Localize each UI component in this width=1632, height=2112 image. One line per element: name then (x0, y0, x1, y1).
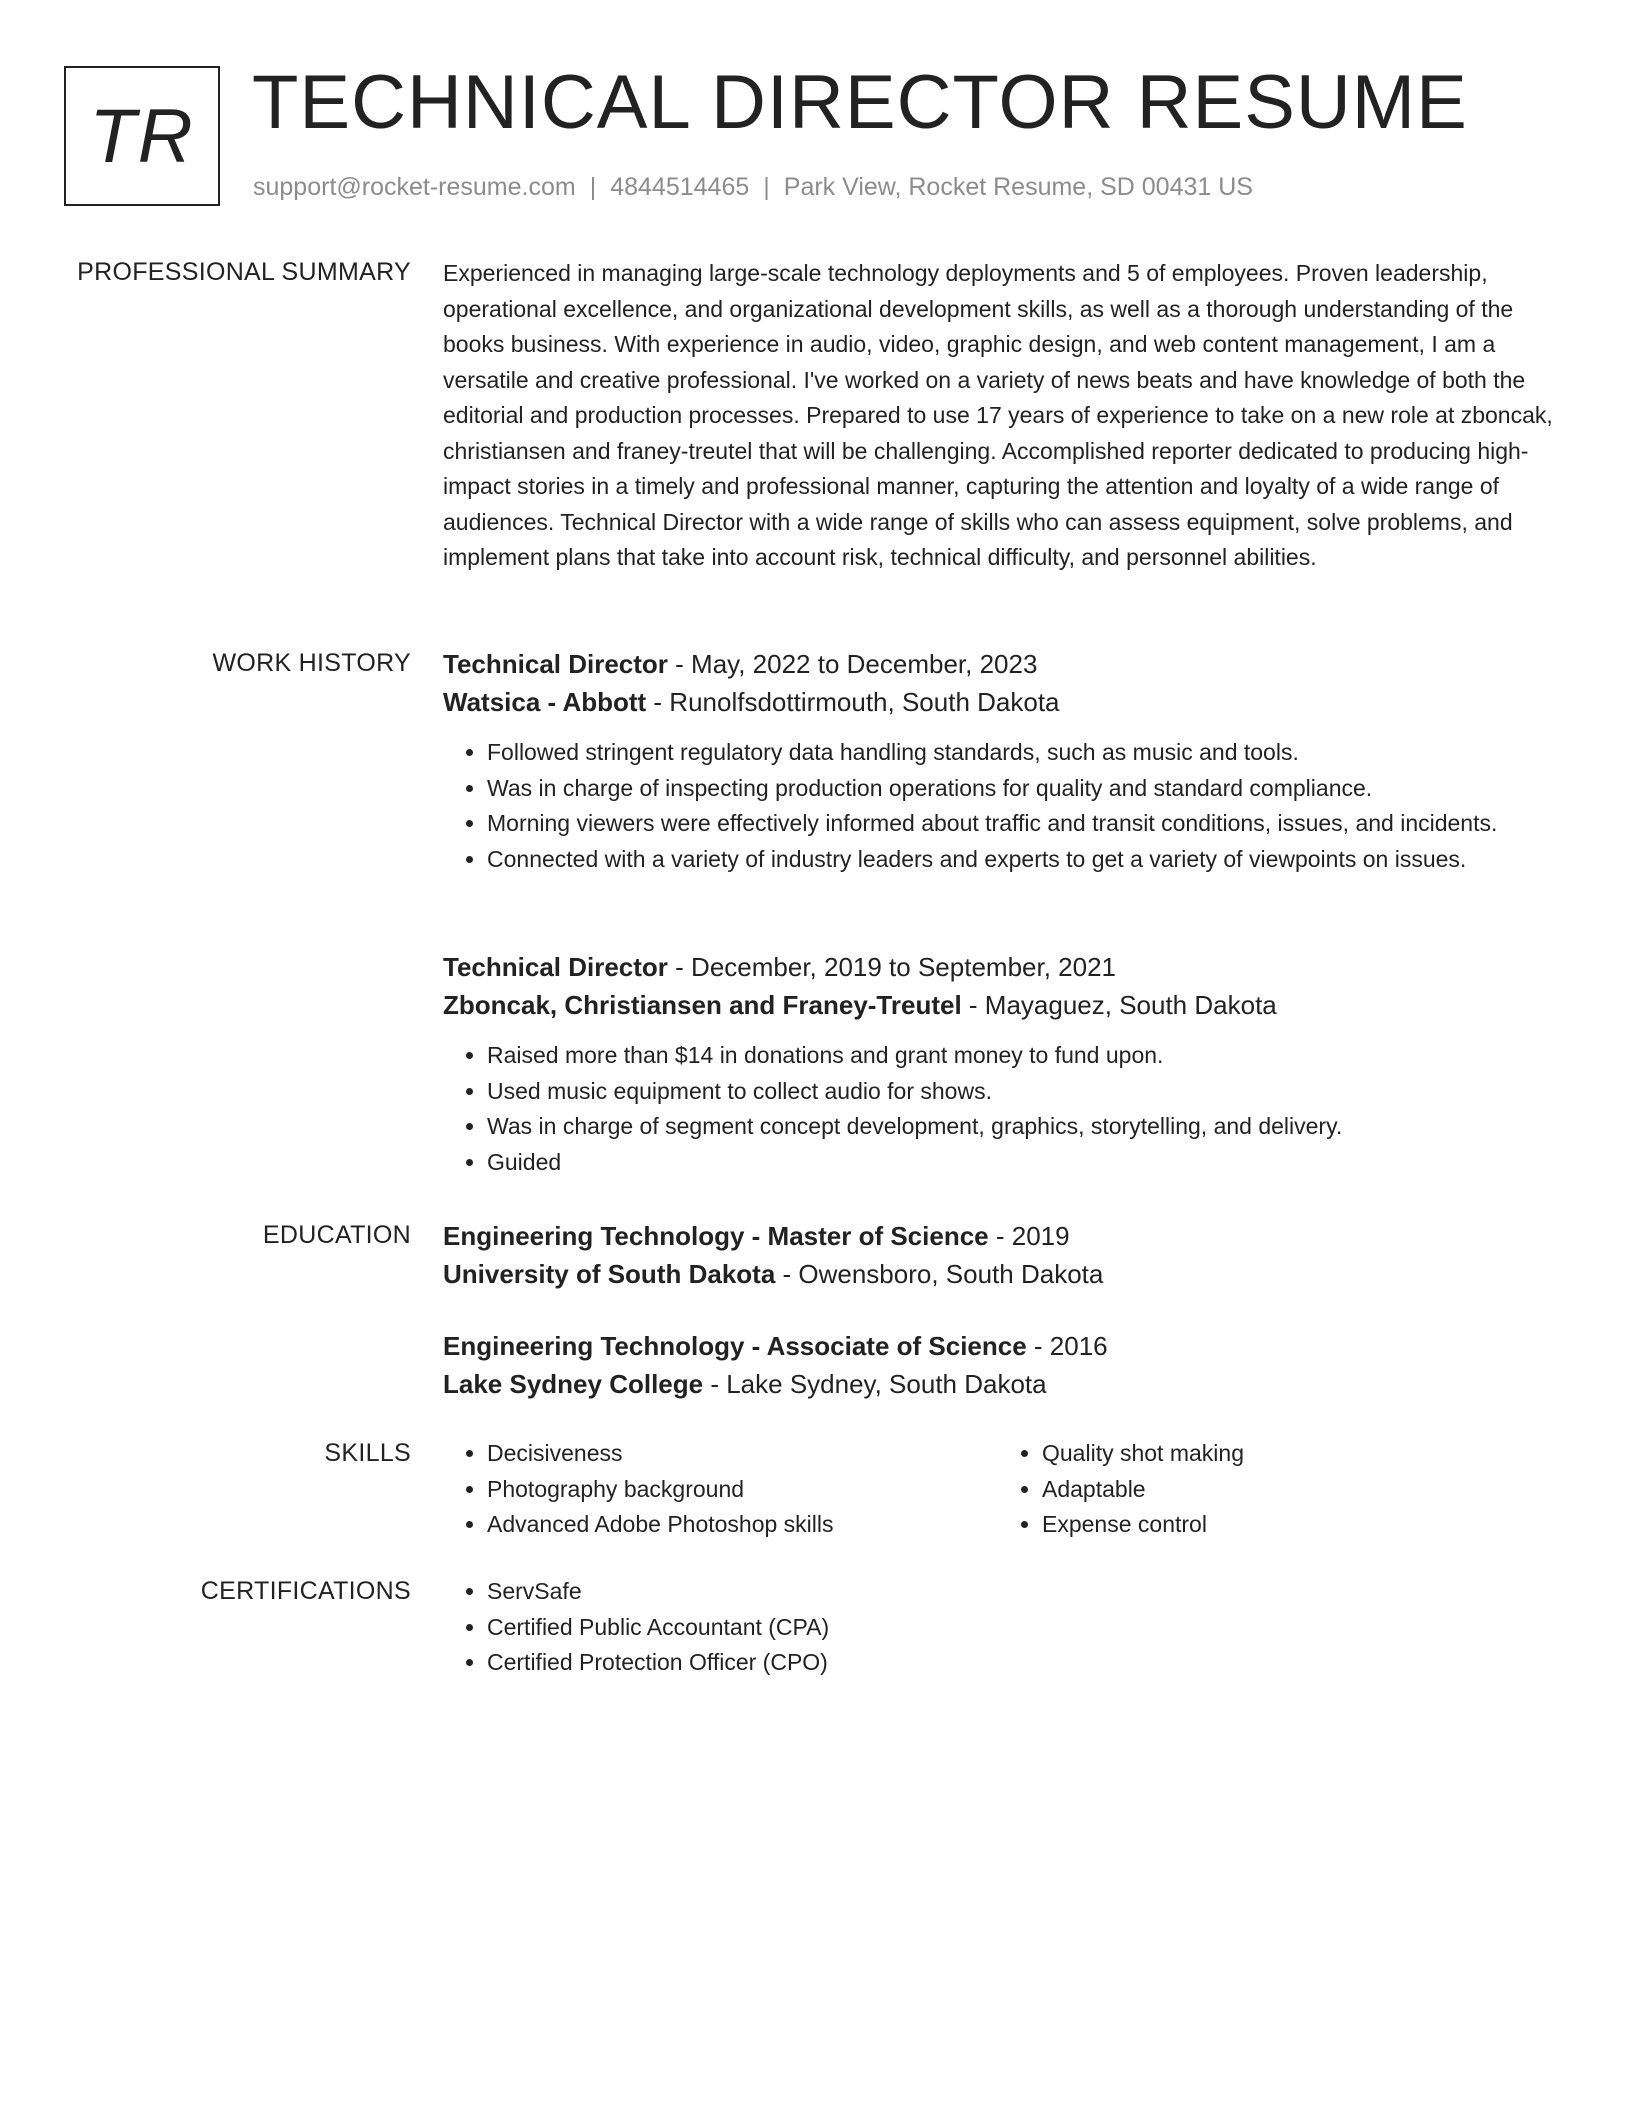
education-degree: Engineering Technology - Associate of Science (443, 1331, 1027, 1361)
section-label-summary: PROFESSIONAL SUMMARY (77, 258, 411, 286)
contact-line (253, 173, 1253, 202)
job-title: Technical Director (443, 952, 668, 982)
monogram-badge: TR (64, 66, 220, 206)
skills-list (443, 1436, 1553, 1543)
contact-separator: | (589, 173, 597, 201)
section-label-education: EDUCATION (262, 1221, 411, 1249)
job-entry (443, 948, 1553, 1180)
certifications-bullets (443, 1574, 1553, 1681)
list-item: • Raised more than $14 in donations and grant money to fund upon. (487, 1038, 1553, 1074)
skills-column-right (998, 1436, 1553, 1543)
job-dates: - May, 2022 to December, 2023 (667, 649, 1038, 679)
list-item: • Used music equipment to collect audio for shows. (487, 1074, 1553, 1110)
list-item: • Advanced Adobe Photoshop skills (487, 1507, 998, 1543)
education-school: University of South Dakota (443, 1259, 776, 1289)
skills-column-left (443, 1436, 998, 1543)
contact-email: support@rocket-resume.com (253, 173, 576, 201)
job-location: - Runolfsdottirmouth, South Dakota (646, 687, 1060, 717)
job-title-line (443, 645, 1553, 683)
education-location: - Lake Sydney, South Dakota (703, 1369, 1047, 1399)
list-item: • Was in charge of inspecting production operations for quality and standard compliance. (487, 771, 1553, 807)
job-location: - Mayaguez, South Dakota (961, 990, 1277, 1020)
job-dates: - December, 2019 to September, 2021 (667, 952, 1116, 982)
job-bullets (443, 735, 1553, 877)
certifications-list (443, 1574, 1553, 1681)
job-company: Watsica - Abbott (443, 687, 647, 717)
education-degree-line (443, 1217, 1553, 1255)
education-location: - Owensboro, South Dakota (775, 1259, 1104, 1289)
list-item: • Expense control (1042, 1507, 1553, 1543)
education-school-line (443, 1365, 1553, 1403)
section-label-work-history: WORK HISTORY (212, 649, 411, 677)
education-school-line (443, 1255, 1553, 1293)
contact-separator: | (763, 173, 770, 201)
list-item: • Adaptable (1042, 1472, 1553, 1508)
list-item: • Guided (487, 1145, 1553, 1181)
job-bullets (443, 1038, 1553, 1180)
job-entry (443, 645, 1553, 877)
job-company-line (443, 986, 1553, 1024)
list-item: • Certified Public Accountant (CPA) (487, 1610, 1553, 1646)
education-entry (443, 1217, 1553, 1293)
job-title-line (443, 948, 1553, 986)
list-item: • Photography background (487, 1472, 998, 1508)
education-year: - 2019 (988, 1221, 1070, 1251)
section-label-certifications: CERTIFICATIONS (200, 1577, 411, 1605)
job-company: Zboncak, Christiansen and Franey-Treutel (443, 990, 962, 1020)
contact-address: Park View, Rocket Resume, SD 00431 US (783, 173, 1253, 201)
summary-text: Experienced in managing large-scale technology deployments and 5 of employees. Proven leadership, operational excellence, and organizational development skills, as well as a thorough understanding of the books business. With experience in audio, video, graphic design, and web content management, I am a versatile and creative professional. I've worked on a variety of news beats and have knowledge of both the editorial and production processes. Prepared to use 17 years of experience to take on a new role at zboncak, christiansen and franey-treutel that will be challenging. Accomplished reporter dedicated to producing high-impact stories in a timely and professional manner, capturing the attention and loyalty of a wide range of audiences. Technical Director with a wide range of skills who can assess equipment, solve problems, and implement plans that take into account risk, technical difficulty, and personnel abilities. (443, 260, 1553, 570)
job-company-line (443, 683, 1553, 721)
education-degree: Engineering Technology - Master of Science (443, 1221, 989, 1251)
list-item: • Followed stringent regulatory data handling standards, such as music and tools. (487, 735, 1553, 771)
list-item: • Quality shot making (1042, 1436, 1553, 1472)
list-item: • ServSafe (487, 1574, 1553, 1610)
list-item: • Was in charge of segment concept development, graphics, storytelling, and delivery. (487, 1109, 1553, 1145)
contact-phone: 4844514465 (610, 173, 750, 201)
list-item: • Morning viewers were effectively informed about traffic and transit conditions, issues, and incidents. (487, 806, 1553, 842)
section-label-skills: SKILLS (324, 1439, 411, 1467)
list-item: • Connected with a variety of industry leaders and experts to get a variety of viewpoints on issues. (487, 842, 1553, 878)
education-year: - 2016 (1026, 1331, 1108, 1361)
education-school: Lake Sydney College (443, 1369, 704, 1399)
list-item: • Decisiveness (487, 1436, 998, 1472)
job-title: Technical Director (443, 649, 668, 679)
education-degree-line (443, 1327, 1553, 1365)
resume-title: TECHNICAL DIRECTOR RESUME (252, 60, 1468, 145)
list-item: • Certified Protection Officer (CPO) (487, 1645, 1553, 1681)
education-entry (443, 1327, 1553, 1403)
